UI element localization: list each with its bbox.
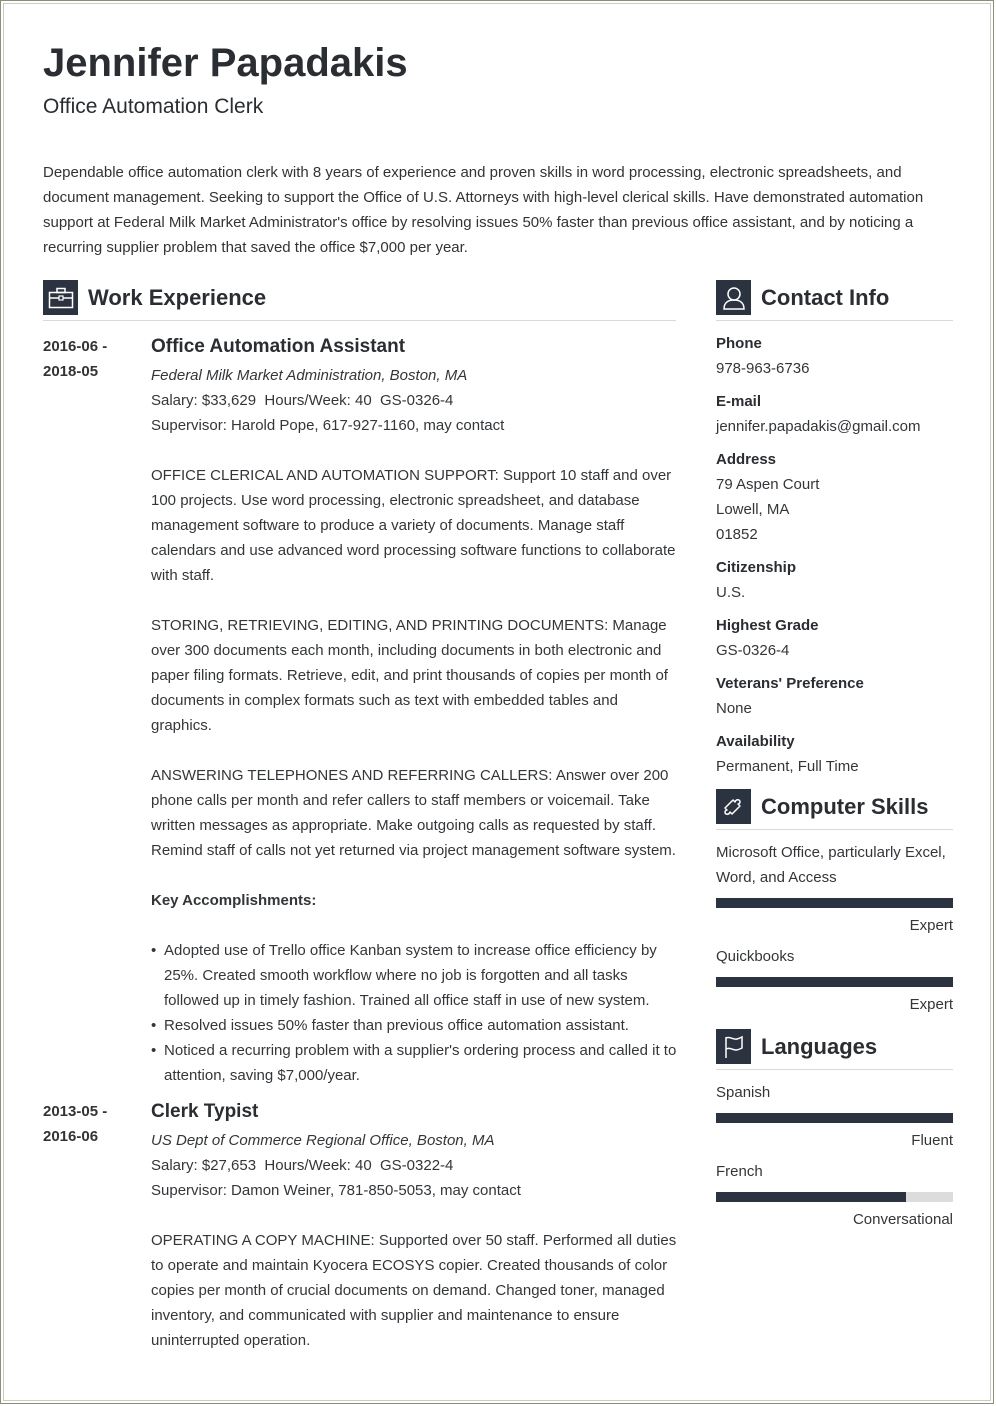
- languages-title: Languages: [761, 1034, 878, 1059]
- skill-level: Expert: [909, 917, 953, 934]
- languages-header: [716, 1029, 953, 1070]
- job-company: US Dept of Commerce Regional Office, Boston, MA: [151, 1132, 495, 1149]
- phone-value: 978-963-6736: [716, 360, 810, 377]
- address-line: 79 Aspen Court: [716, 476, 820, 493]
- contact-info-header: [716, 280, 953, 321]
- skill-level: Expert: [909, 996, 953, 1013]
- flag-icon: [716, 1029, 751, 1064]
- job-salary-line: Salary: $33,629 Hours/Week: 40 GS-0326-4: [151, 392, 454, 409]
- computer-skills-title: Computer Skills: [761, 794, 929, 819]
- job-date-end: 2016-06: [43, 1128, 99, 1145]
- contact-info-title: Contact Info: [761, 285, 890, 310]
- skill-bar-fill: [716, 898, 953, 908]
- language-level: Fluent: [911, 1132, 953, 1149]
- veterans-value: None: [716, 700, 752, 717]
- candidate-title: Office Automation Clerk: [43, 95, 264, 118]
- language-bar-fill: [716, 1113, 953, 1123]
- address-line: Lowell, MA: [716, 501, 790, 518]
- job-supervisor: Supervisor: Damon Weiner, 781-850-5053, may contact: [151, 1182, 521, 1199]
- skill-bar: [716, 898, 953, 908]
- phone-label: Phone: [716, 335, 762, 352]
- job-duty: OPERATING A COPY MACHINE: Supported over 50 staff. Performed all duties to operate and maintain Kyocera ECOSYS copier. Created thousands of color copies per month of crucial documents on demand. Changed toner, managed inventory, and communicated with supplier and maintenance to ensure uninterrupted operation.: [151, 1232, 677, 1349]
- work-experience-title: Work Experience: [88, 285, 267, 310]
- skill-name: Quickbooks: [716, 948, 795, 965]
- job-title: Office Automation Assistant: [151, 336, 406, 357]
- job-details: [151, 1099, 679, 1353]
- person-icon: [716, 280, 751, 315]
- job-date-end: 2018-05: [43, 363, 99, 380]
- computer-skills-header: [716, 789, 953, 830]
- puzzle-icon: [716, 789, 751, 824]
- summary-paragraph: Dependable office automation clerk with 8 years of experience and proven skills in word processing, electronic spreadsheets, and document management. Seeking to support the Office of U.S. Attorneys with high-level clerical skills. Have demonstrated automation support at Federal Milk Market Administrator's office by resolving issues 50% faster than previous office assistant, and by noticing a recurring supplier problem that saved the office $7,000 per year.: [43, 164, 924, 256]
- grade-label: Highest Grade: [716, 617, 819, 634]
- job-company: Federal Milk Market Administration, Boston, MA: [151, 367, 468, 384]
- skill-name: Microsoft Office, particularly Excel, Word, and Access: [716, 844, 946, 886]
- availability-value: Permanent, Full Time: [716, 758, 859, 775]
- language-bar-fill: [716, 1192, 906, 1202]
- job-supervisor: Supervisor: Harold Pope, 617-927-1160, may contact: [151, 417, 505, 434]
- contact-details: [716, 331, 953, 787]
- job-duty: OFFICE CLERICAL AND AUTOMATION SUPPORT: Support 10 staff and over 100 projects. Use word processing, electronic spreadsheet, and database management software to produce a variety of documents. Manage staff calendars and use advanced word processing software functions to collaborate with staff.: [151, 467, 676, 584]
- job-duty: ANSWERING TELEPHONES AND REFERRING CALLERS: Answer over 200 phone calls per month and refer callers to staff members or voicemail. Take written messages as appropriate. Make outgoing calls as requested by staff. Remind staff of calls not yet returned via project management software system.: [151, 767, 676, 859]
- job-date-start: 2016-06 -: [43, 338, 108, 355]
- languages-list: [716, 1080, 953, 1232]
- language-level: Conversational: [852, 1211, 953, 1228]
- address-line: 01852: [716, 526, 758, 543]
- language-name: Spanish: [716, 1084, 771, 1101]
- briefcase-icon: [43, 280, 78, 315]
- job-dates: [43, 1099, 133, 1149]
- job-date-start: 2013-05 -: [43, 1103, 108, 1120]
- language-item: [716, 1080, 953, 1153]
- accomplishments-heading: Key Accomplishments:: [151, 892, 317, 909]
- skill-bar: [716, 977, 953, 987]
- language-bar: [716, 1113, 953, 1123]
- job-dates: [43, 334, 133, 384]
- work-experience-header: [43, 280, 676, 321]
- email-value: jennifer.papadakis@gmail.com: [716, 418, 921, 435]
- accomplishment-item: • Resolved issues 50% faster than previous office automation assistant.: [151, 1013, 679, 1038]
- skill-item: [716, 840, 953, 938]
- skill-bar-fill: [716, 977, 953, 987]
- job-salary-line: Salary: $27,653 Hours/Week: 40 GS-0322-4: [151, 1157, 454, 1174]
- skills-list: [716, 840, 953, 1017]
- accomplishments-list: [151, 938, 679, 1088]
- availability-label: Availability: [716, 733, 795, 750]
- language-name: French: [716, 1163, 763, 1180]
- accomplishment-item: • Adopted use of Trello office Kanban system to increase office efficiency by 25%. Created smooth workflow where no job is forgotten and all tasks followed up in timely fashion. Trained all office staff in use of new system.: [151, 938, 679, 1013]
- address-label: Address: [716, 451, 777, 468]
- accomplishment-item: • Noticed a recurring problem with a supplier's ordering process and called it to attention, saving $7,000/year.: [151, 1038, 679, 1088]
- job-title: Clerk Typist: [151, 1101, 259, 1122]
- job-duty: STORING, RETRIEVING, EDITING, AND PRINTING DOCUMENTS: Manage over 300 documents each month, including documents in both electronic and paper filing formats. Retrieve, edit, and print thousands of copies per month of documents in complex formats such as text with embedded tables and graphics.: [151, 617, 668, 734]
- skill-item: [716, 944, 953, 1017]
- veterans-label: Veterans' Preference: [716, 675, 864, 692]
- language-bar: [716, 1192, 953, 1202]
- citizenship-value: U.S.: [716, 584, 746, 601]
- candidate-name: Jennifer Papadakis: [43, 41, 408, 85]
- grade-value: GS-0326-4: [716, 642, 790, 659]
- email-label: E-mail: [716, 393, 762, 410]
- language-item: [716, 1159, 953, 1232]
- citizenship-label: Citizenship: [716, 559, 797, 576]
- job-details: [151, 334, 679, 1088]
